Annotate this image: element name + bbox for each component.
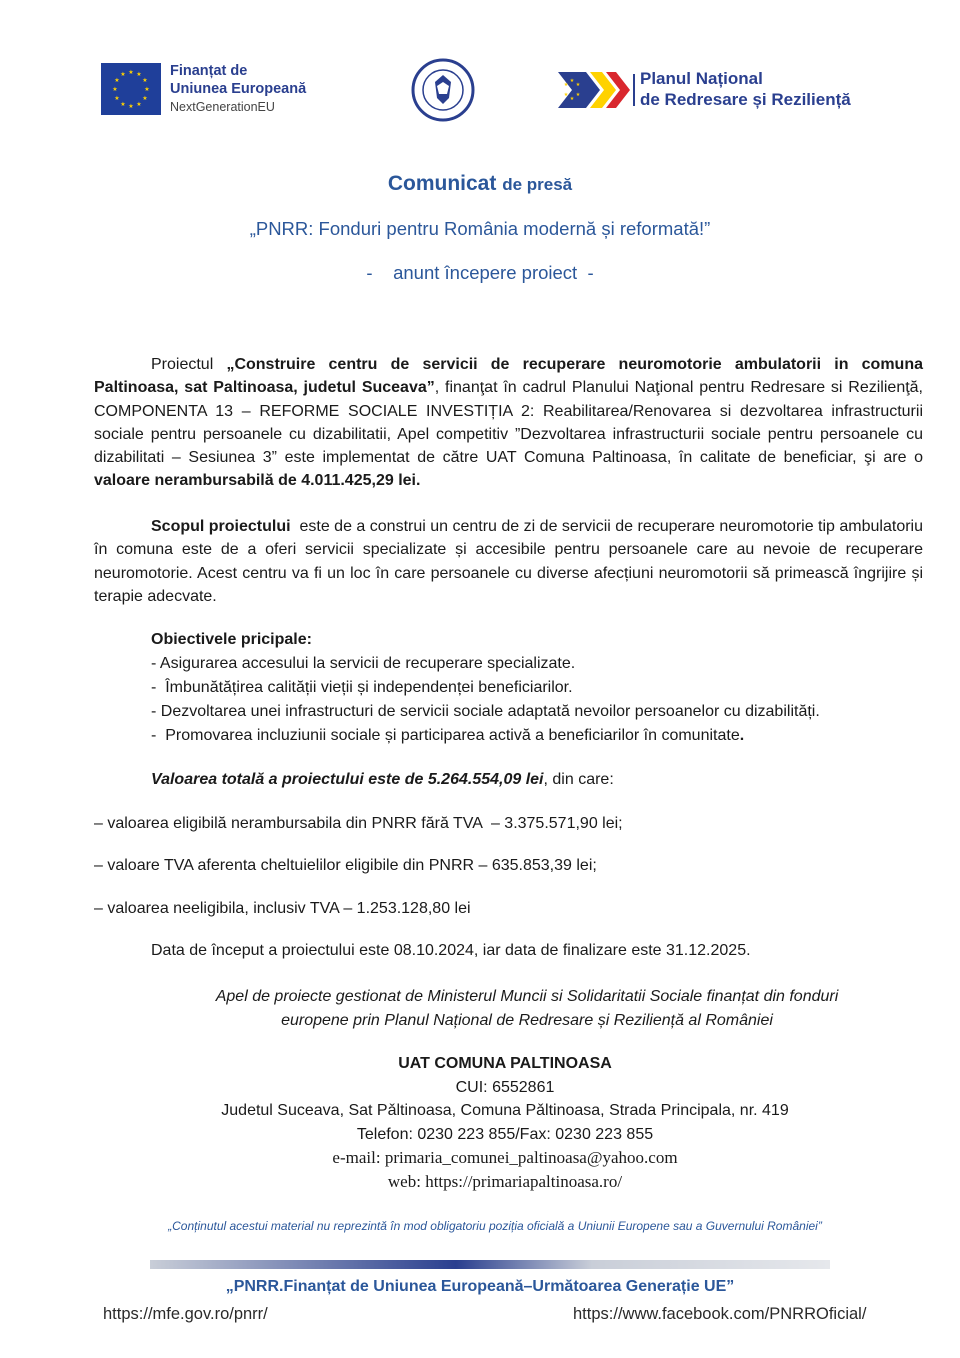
- breakdown-item: – valoarea eligibilă nerambursabila din PNRR fără TVA – 3.375.571,90 lei;: [94, 815, 623, 832]
- pnrr-line2: de Redresare și Reziliență: [640, 90, 851, 109]
- call-note-line1: Apel de proiecte gestionat de Ministerul Muncii si Solidaritatii Sociale finanțat din fonduri: [215, 988, 839, 1005]
- svg-text:★: ★: [114, 95, 120, 102]
- objectives-heading: Obiectivele pricipale:: [151, 631, 312, 648]
- eu-line2: Uniunea Europeană: [170, 81, 307, 97]
- project-paragraph: [94, 353, 923, 493]
- breakdown-item: – valoarea neeligibila, inclusiv TVA – 1.253.128,80 lei: [94, 900, 471, 917]
- objective-item: - Asigurarea accesului la servicii de recuperare specializate.: [151, 655, 576, 672]
- svg-text:★: ★: [575, 82, 581, 88]
- svg-text:★: ★: [136, 71, 142, 78]
- objectives-list: [151, 628, 921, 748]
- p1-lead: Proiectul: [151, 356, 227, 373]
- eu-flag-icon: [101, 63, 161, 115]
- total-rest: , din care:: [543, 771, 614, 788]
- svg-text:★: ★: [563, 92, 569, 98]
- svg-text:★: ★: [569, 78, 575, 84]
- svg-text:★: ★: [120, 71, 126, 78]
- objective-final-dot: .: [739, 727, 745, 744]
- svg-text:★: ★: [128, 103, 134, 110]
- non-refundable-value: valoare nerambursabilă de 4.011.425,29 lei.: [94, 472, 421, 490]
- svg-text:★: ★: [563, 82, 569, 88]
- svg-text:★: ★: [575, 92, 581, 98]
- facebook-link[interactable]: https://www.facebook.com/PNRROficial/: [573, 1305, 867, 1323]
- disclaimer: „Conținutul acestui material nu reprezintă în mod obligatoriu poziția oficială a Uniunii Europene sau a Guvernului României”: [168, 1219, 822, 1233]
- subtitle-announcement: - anunt începere proiect -: [366, 262, 594, 283]
- svg-text:★: ★: [142, 77, 148, 84]
- svg-text:★: ★: [128, 69, 134, 76]
- svg-text:★: ★: [136, 101, 142, 108]
- eu-line1: Finanțat de: [170, 63, 248, 79]
- breakdown-item: – valoare TVA aferenta cheltuielilor eligibile din PNRR – 635.853,39 lei;: [94, 857, 597, 874]
- pnrr-line1: Planul Național: [640, 69, 763, 88]
- svg-text:★: ★: [120, 101, 126, 108]
- svg-text:★: ★: [114, 77, 120, 84]
- project-dates: Data de început a proiectului este 08.10.2024, iar data de finalizare este 31.12.2025.: [151, 942, 751, 959]
- website-link[interactable]: web: https://primariapaltinoasa.ro/: [387, 1171, 623, 1191]
- total-value: Valoarea totală a proiectului este de 5.264.554,09 lei: [151, 771, 544, 788]
- svg-text:★: ★: [144, 86, 150, 93]
- phone-fax: Telefon: 0230 223 855/Fax: 0230 223 855: [356, 1125, 654, 1143]
- contact-block: [0, 1052, 960, 1193]
- cui: CUI: 6552861: [455, 1078, 555, 1096]
- purpose-text: este de a construi un centru de zi de servicii de recuperare neuromotorie tip ambulatoriu în comuna este de a oferi servicii specializate și accesibile pentru persoanele care au nevoie de recuperare neuromotorie. Acest centru va fi un loc în care persoanele cu diverse afecțiuni neuromotorii să primească îngrijire și terapie adecvate.: [94, 518, 928, 605]
- project-name: „Construire centru de servicii de recuperare neuromotorie ambulatorii in comuna Paltinoasa, sat Paltinoasa, judetul Suceava”: [94, 356, 923, 397]
- beneficiary-name: UAT COMUNA PALTINOASA: [398, 1055, 612, 1072]
- email-link[interactable]: e-mail: primaria_comunei_paltinoasa@yahoo.com: [332, 1148, 678, 1167]
- footer-title: „PNRR.Finanțat de Uniunea Europeană–Următoarea Generație UE”: [225, 1278, 735, 1295]
- project-purpose-paragraph: [94, 515, 928, 608]
- call-note-line2: europene prin Planul Național de Redresare și Reziliență al României: [281, 1012, 773, 1029]
- objective-item: - Îmbunătățirea calității vieții și independenței beneficiarilor.: [151, 679, 573, 696]
- p1-body: , finanţat în cadrul Planului Naţional pentru Redresare si Rezilienţă, COMPONENTA 13 – REFORME SOCIALE INVESTIȚIA 2: Reabilitarea/Renovarea si dezvoltarea infrastructurii sociale pentru persoanele cu dizabilitatii, Apel competitiv ”Dezvoltarea infrastructurii sociale pentru persoanele cu dizabilitati – Sesiunea 3” este implementat de către UAT Comuna Paltinoasa, în calitate de beneficiar, şi are o: [94, 379, 924, 467]
- eu-funding-logo-text: [170, 62, 360, 116]
- title-main: Comunicat: [387, 172, 497, 195]
- government-seal-icon: [411, 58, 475, 122]
- svg-text:★: ★: [569, 96, 575, 102]
- svg-text:★: ★: [112, 86, 118, 93]
- objective-item: - Dezvoltarea unei infrastructuri de servicii sociale adaptată nevoilor persoanelor cu dizabilități.: [151, 703, 820, 720]
- address: Judetul Suceava, Sat Pǎltinoasa, Comuna Pǎltinoasa, Strada Principala, nr. 419: [221, 1102, 789, 1119]
- title-rest: de presă: [502, 175, 573, 194]
- pnrr-logo-icon: [556, 68, 636, 112]
- footer-divider-bar: [150, 1260, 830, 1269]
- purpose-heading: Scopul proiectului: [151, 518, 291, 535]
- subtitle: „PNRR: Fonduri pentru România modernă și reformată!”: [249, 218, 711, 239]
- objective-item: - Promovarea incluziunii sociale și participarea activă a beneficiarilor în comunitate: [151, 727, 740, 744]
- call-note: [0, 985, 960, 1033]
- svg-text:★: ★: [142, 95, 148, 102]
- eu-line3: NextGenerationEU: [170, 100, 275, 114]
- mfe-link[interactable]: https://mfe.gov.ro/pnrr/: [103, 1305, 268, 1323]
- page-title: [0, 172, 960, 196]
- total-value-line: [151, 771, 614, 789]
- pnrr-logo-text: [640, 68, 910, 110]
